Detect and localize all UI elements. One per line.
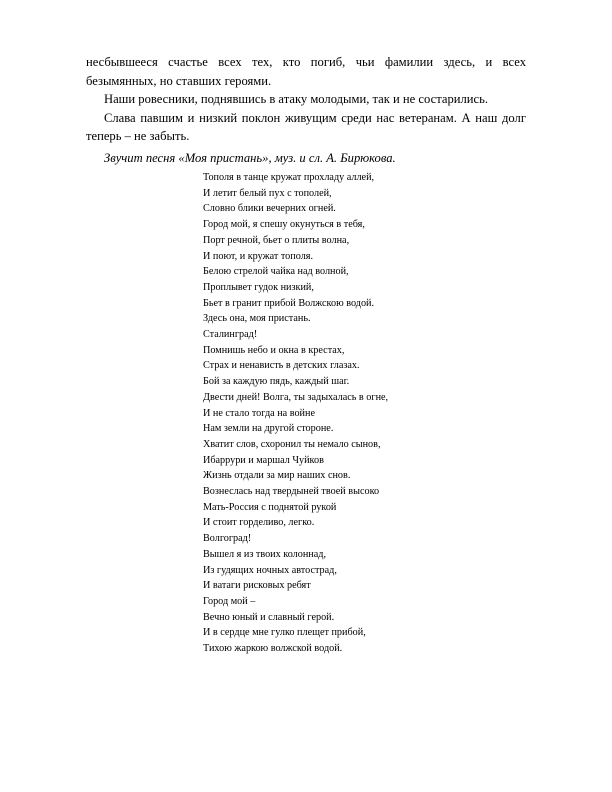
lyric-line: И не стало тогда на войне [203, 407, 315, 419]
lyric-line: Вознеслась над твердыней твоей высоко [203, 486, 380, 498]
paragraph-peers: Наши ровесники, поднявшись в атаку молодыми, так и не состарились. [104, 92, 488, 107]
lyric-line: Нам земли на другой стороне. [203, 423, 334, 435]
lyric-line: Двести дней! Волга, ты задыхалась в огне, [203, 391, 389, 403]
prose-block [86, 53, 526, 168]
lyric-line: И поют, и кружат тополя. [203, 250, 314, 262]
lyric-line: Страх и ненависть в детских глазах. [203, 360, 360, 372]
lyric-line: Город мой – [203, 595, 256, 607]
lyric-line: Белою стрелой чайка над волной, [203, 266, 349, 278]
paragraph-continuation: несбывшееся счастье всех тех, кто погиб, чьи фамилии здесь, и всех безымянных, но ставших героями. [86, 55, 526, 88]
lyric-line: Хватит слов, схоронил ты немало сынов, [203, 438, 381, 450]
lyric-line: Помнишь небо и окна в крестах, [203, 344, 345, 356]
lyric-line: И ватаги рисковых ребят [203, 580, 311, 592]
song-lyrics [203, 170, 533, 657]
lyric-line: И в сердце мне гулко плещет прибой, [203, 627, 366, 639]
lyric-line: Вышел я из твоих колоннад, [203, 548, 326, 560]
lyric-line: Из гудящих ночных автострад, [203, 564, 337, 576]
lyric-line: Проплывет гудок низкий, [203, 281, 314, 293]
lyric-line: Ибаррури и маршал Чуйков [203, 454, 324, 466]
lyric-line: Жизнь отдали за мир наших снов. [203, 470, 351, 482]
lyric-line: Словно блики вечерних огней. [203, 203, 336, 215]
lyric-line: Бьет в гранит прибой Волжскою водой. [203, 297, 375, 309]
lyric-line: И стоит горделиво, легко. [203, 517, 315, 529]
lyric-line: И летит белый пух с тополей, [203, 187, 332, 199]
lyric-line: Сталинград! [203, 329, 258, 341]
lyric-line: Здесь она, моя пристань. [203, 313, 311, 325]
song-cue: Звучит песня «Моя пристань», муз. и сл. А. Бирюкова. [104, 150, 396, 165]
lyric-line: Бой за каждую пядь, каждый шаг. [203, 376, 350, 388]
lyric-line: Волгоград! [203, 533, 252, 545]
lyric-line: Порт речной, бьет о плиты волна, [203, 234, 350, 246]
lyric-line: Тополя в танце кружат прохладу аллей, [203, 172, 375, 183]
lyric-line: Вечно юный и славный герой. [203, 611, 335, 623]
lyric-line: Тихою жаркою волжской водой. [203, 643, 343, 655]
lyric-line: Мать-Россия с поднятой рукой [203, 501, 337, 513]
lyric-line: Город мой, я спешу окунуться в тебя, [203, 219, 365, 231]
paragraph-glory: Слава павшим и низкий поклон живущим среди нас ветеранам. А наш долг теперь – не забыть. [86, 110, 526, 144]
